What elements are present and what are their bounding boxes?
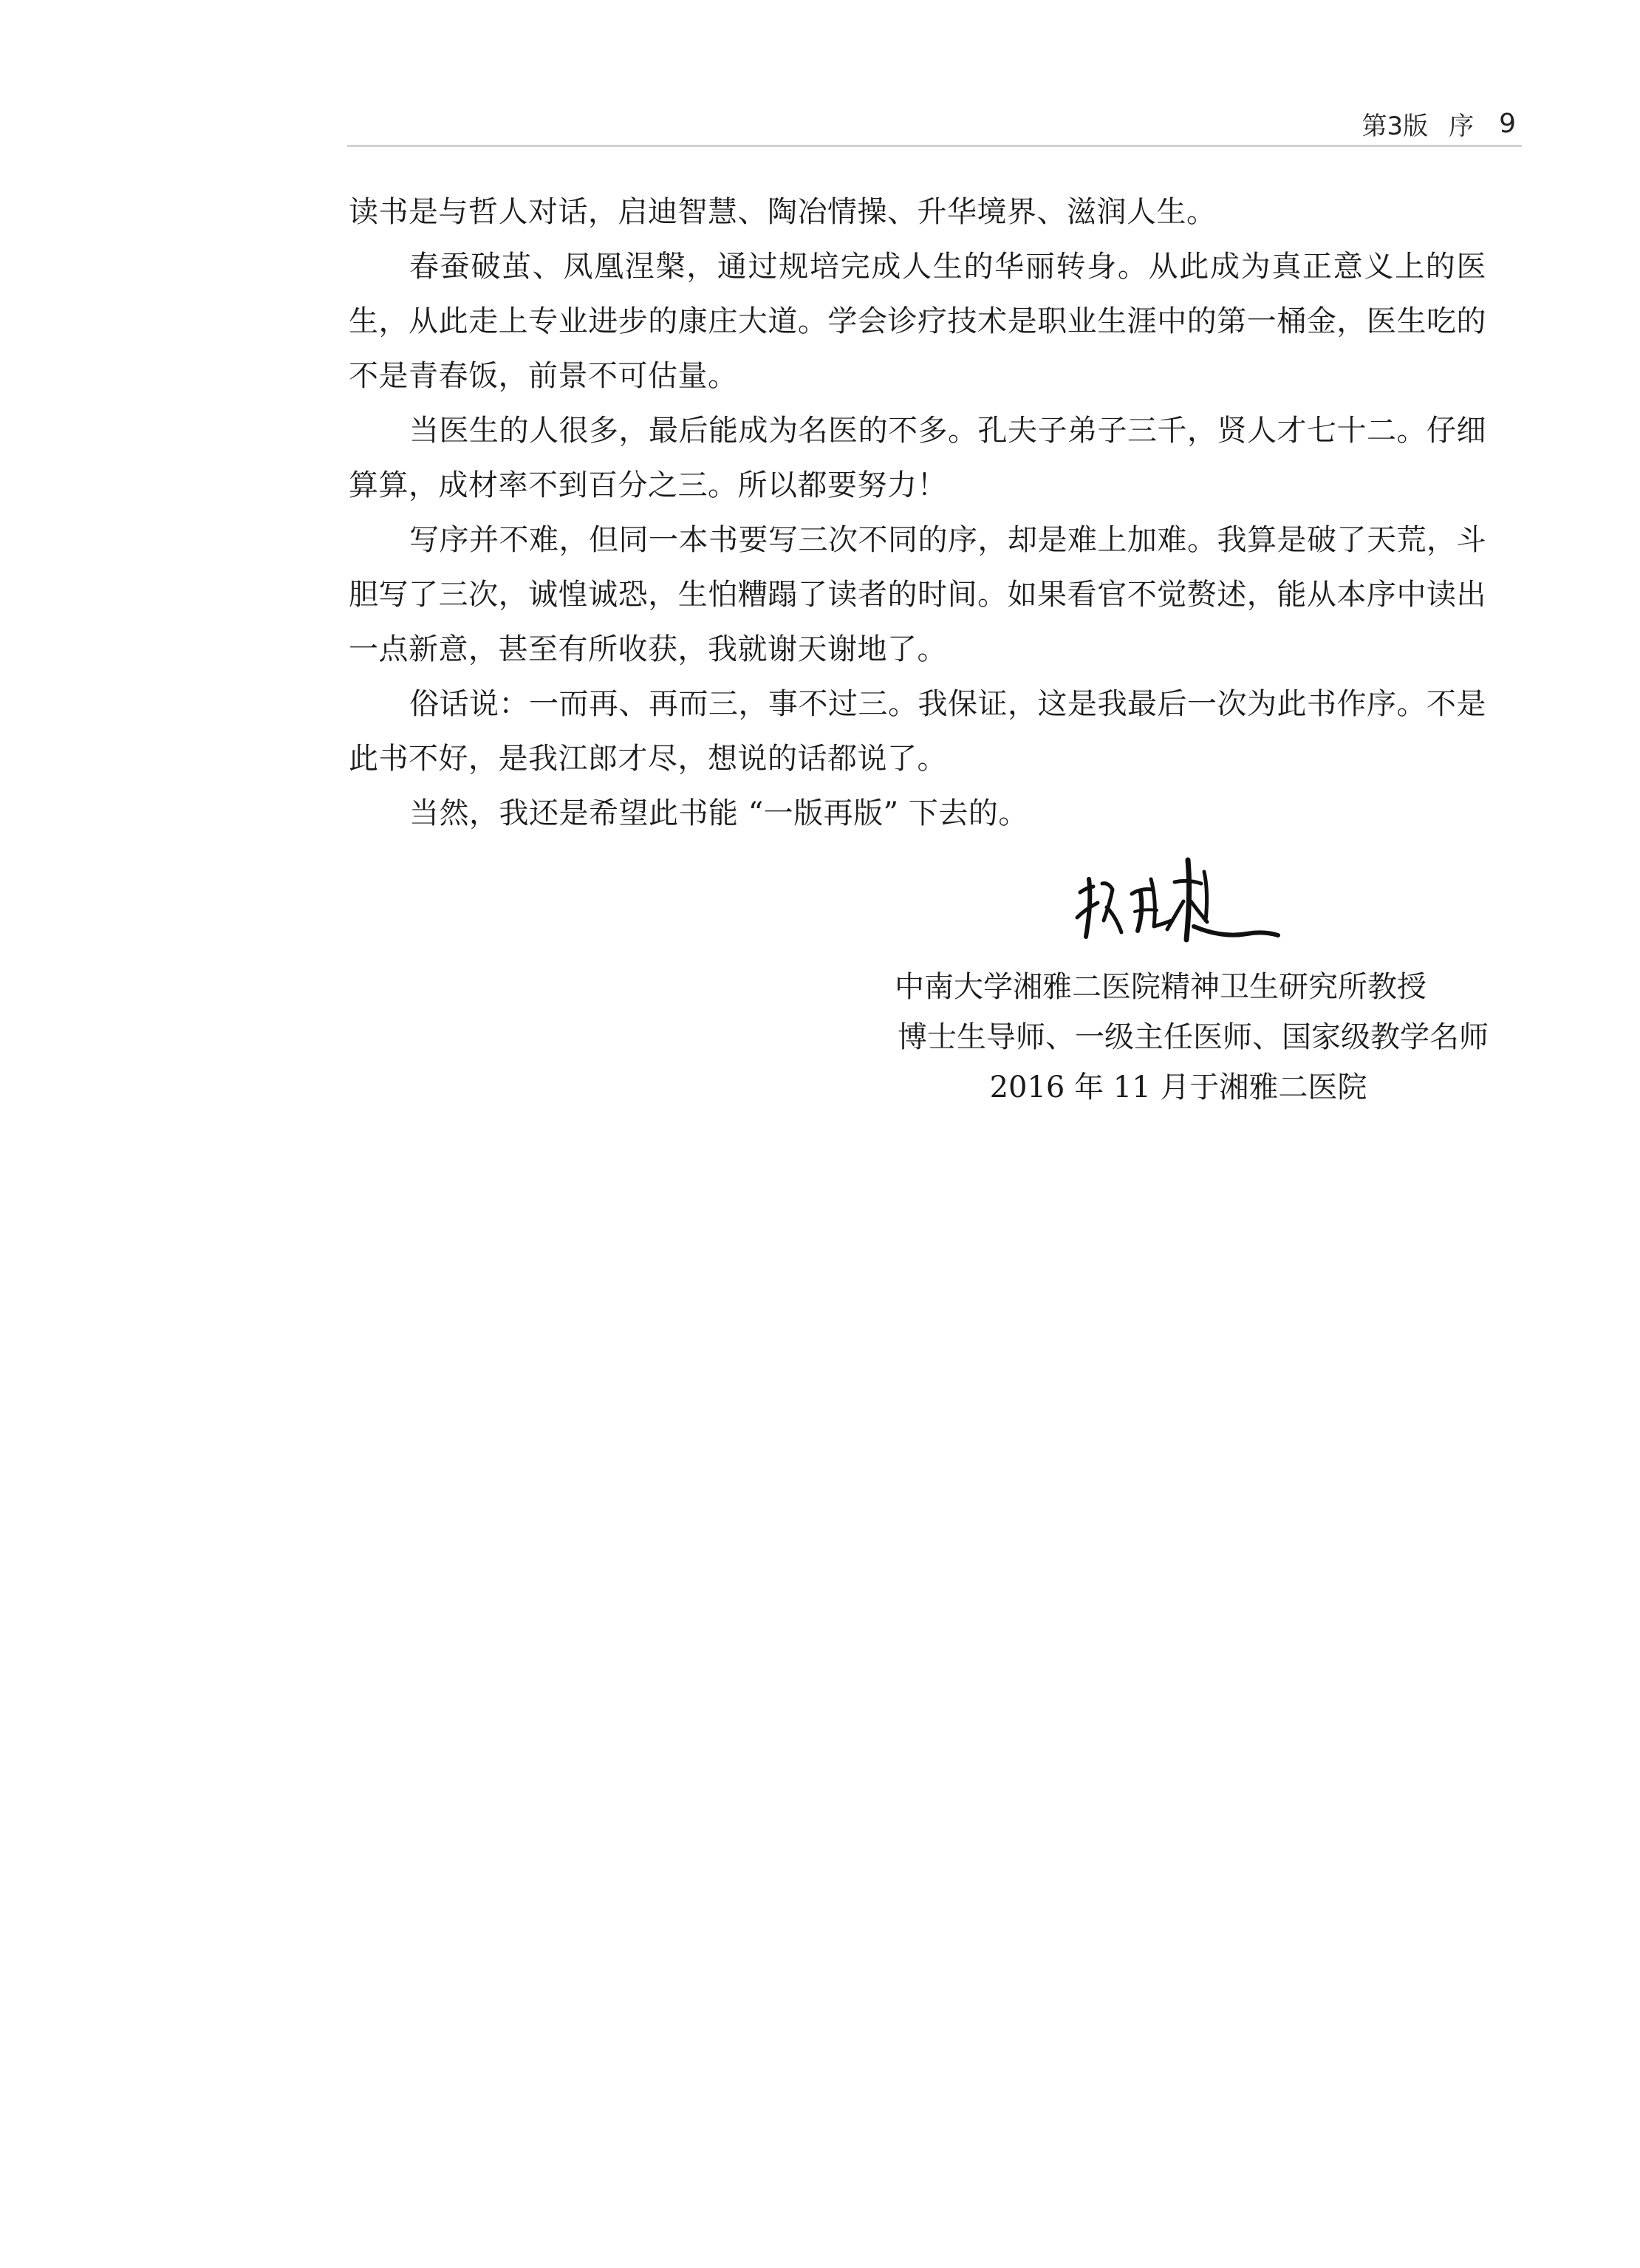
- page-number: 9: [1499, 108, 1516, 139]
- paragraph: 写序并不难，但同一本书要写三次不同的序，却是难上加难。我算是破了天荒，斗胆写了三次，诚惶诚恐，生怕糟蹋了读者的时间。如果看官不觉赘述，能从本序中读出一点新意，甚至有所收获，我就谢天谢地了。: [349, 523, 1486, 666]
- preface-body: [349, 185, 1486, 841]
- running-header: [1361, 98, 1516, 149]
- date-place: 2016 年 11 月于湘雅二医院: [989, 1070, 1367, 1104]
- paragraph: 当医生的人很多，最后能成为名医的不多。孔夫子弟子三千，贤人才七十二。仔细算算，成材率不到百分之三。所以都要努力！: [349, 414, 1486, 502]
- paragraph: 读书是与哲人对话，启迪智慧、陶冶情操、升华境界、滋润人生。: [349, 195, 1217, 229]
- section-label: 序: [1449, 111, 1475, 141]
- author-titles: 博士生导师、一级主任医师、国家级教学名师: [898, 1020, 1489, 1054]
- paragraph: 春蚕破茧、凤凰涅槃，通过规培完成人生的华丽转身。从此成为真正意义上的医生，从此走上专业进步的康庄大道。学会诊疗技术是职业生涯中的第一桶金，医生吃的不是青春饭，前景不可估量。: [349, 250, 1486, 393]
- header-rule: [347, 145, 1522, 147]
- handwritten-signature: [1064, 850, 1285, 960]
- signature-block: [824, 962, 1489, 1113]
- paragraph: 当然，我还是希望此书能 “一版再版” 下去的。: [409, 796, 1028, 830]
- author-affiliation: 中南大学湘雅二医院精神卫生研究所教授: [895, 970, 1427, 1004]
- edition-label: 第3版: [1361, 111, 1429, 141]
- paragraph: 俗话说：一而再、再而三，事不过三。我保证，这是我最后一次为此书作序。不是此书不好，是我江郎才尽，想说的话都说了。: [349, 687, 1486, 776]
